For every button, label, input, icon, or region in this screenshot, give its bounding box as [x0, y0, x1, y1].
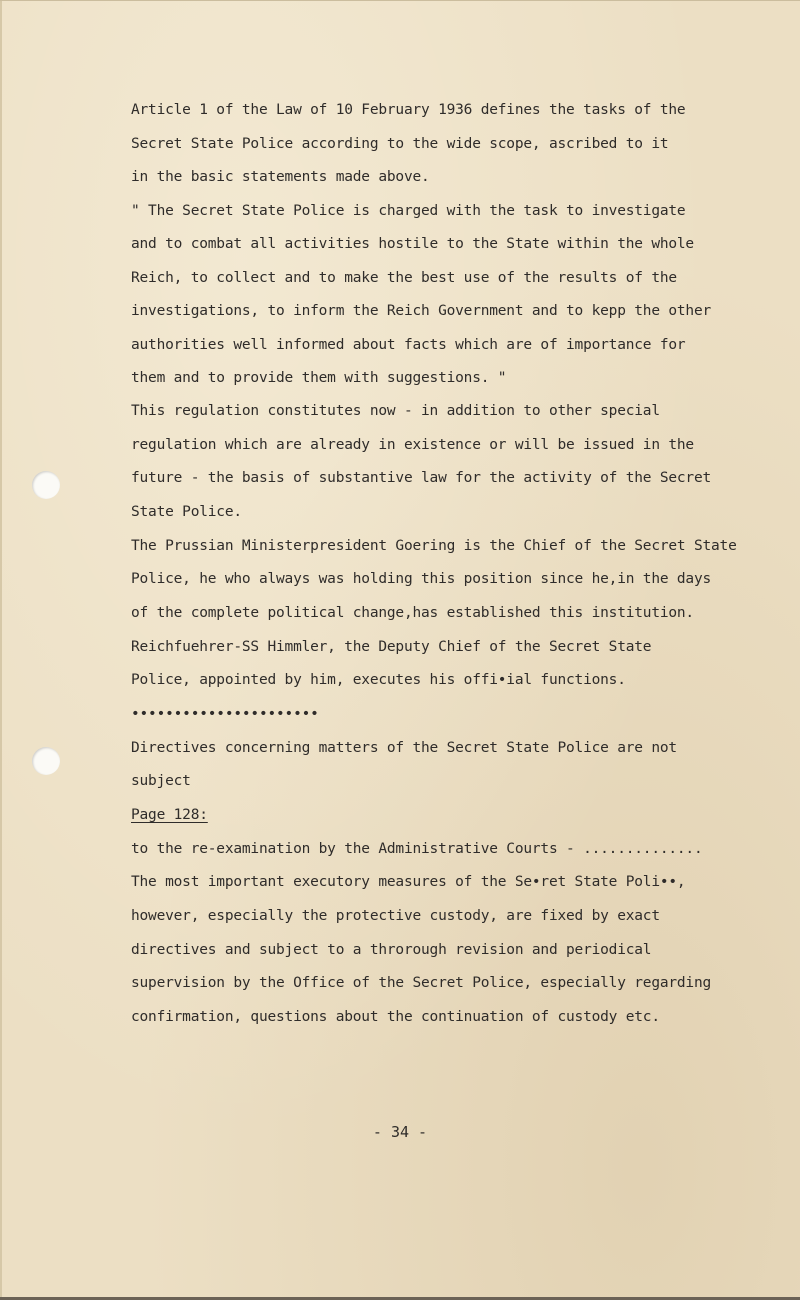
text-line: Police, he who always was holding this position since he,in the days: [131, 571, 712, 587]
text-line: subject: [131, 773, 191, 789]
page-reference: Page 128:: [131, 807, 208, 823]
text-line: directives and subject to a throrough revision and periodical: [131, 942, 652, 958]
text-line: to the re-examination by the Administrative Courts - ..............: [131, 841, 703, 857]
text-line: Reichfuehrer-SS Himmler, the Deputy Chief of the Secret State: [131, 639, 652, 655]
text-line: " The Secret State Police is charged with the task to investigate: [131, 203, 686, 219]
punch-hole: [32, 747, 60, 775]
text-line: Reich, to collect and to make the best use of the results of the: [131, 270, 677, 286]
text-line: future - the basis of substantive law for the activity of the Secret: [131, 470, 712, 486]
text-line: confirmation, questions about the continuation of custody etc.: [131, 1009, 660, 1025]
page-edge: [0, 1, 2, 1297]
text-line: and to combat all activities hostile to the State within the whole: [131, 236, 694, 252]
text-line: The most important executory measures of the Se•ret State Poli••,: [131, 874, 686, 890]
text-line: regulation which are already in existence or will be issued in the: [131, 437, 694, 453]
text-line: of the complete political change,has established this institution.: [131, 605, 694, 621]
text-line: supervision by the Office of the Secret Police, especially regarding: [131, 975, 712, 991]
text-line: This regulation constitutes now - in addition to other special: [131, 403, 660, 419]
text-line: Secret State Police according to the wide scope, ascribed to it: [131, 136, 669, 152]
text-line: Article 1 of the Law of 10 February 1936 defines the tasks of the: [131, 102, 686, 118]
text-line: investigations, to inform the Reich Government and to kepp the other: [131, 303, 712, 319]
punch-hole: [32, 471, 60, 499]
text-line: authorities well informed about facts which are of importance for: [131, 337, 686, 353]
text-line: them and to provide them with suggestions. ": [131, 370, 507, 386]
text-line: Directives concerning matters of the Secret State Police are not: [131, 740, 677, 756]
text-line: State Police.: [131, 504, 242, 520]
page-number: - 34 -: [372, 1123, 428, 1141]
separator-dots: ••••••••••••••••••••••: [131, 706, 319, 722]
text-line: The Prussian Ministerpresident Goering is the Chief of the Secret State: [131, 538, 737, 554]
text-line: Police, appointed by him, executes his offi•ial functions.: [131, 672, 626, 688]
text-line: however, especially the protective custody, are fixed by exact: [131, 908, 660, 924]
text-line: in the basic statements made above.: [131, 169, 430, 185]
